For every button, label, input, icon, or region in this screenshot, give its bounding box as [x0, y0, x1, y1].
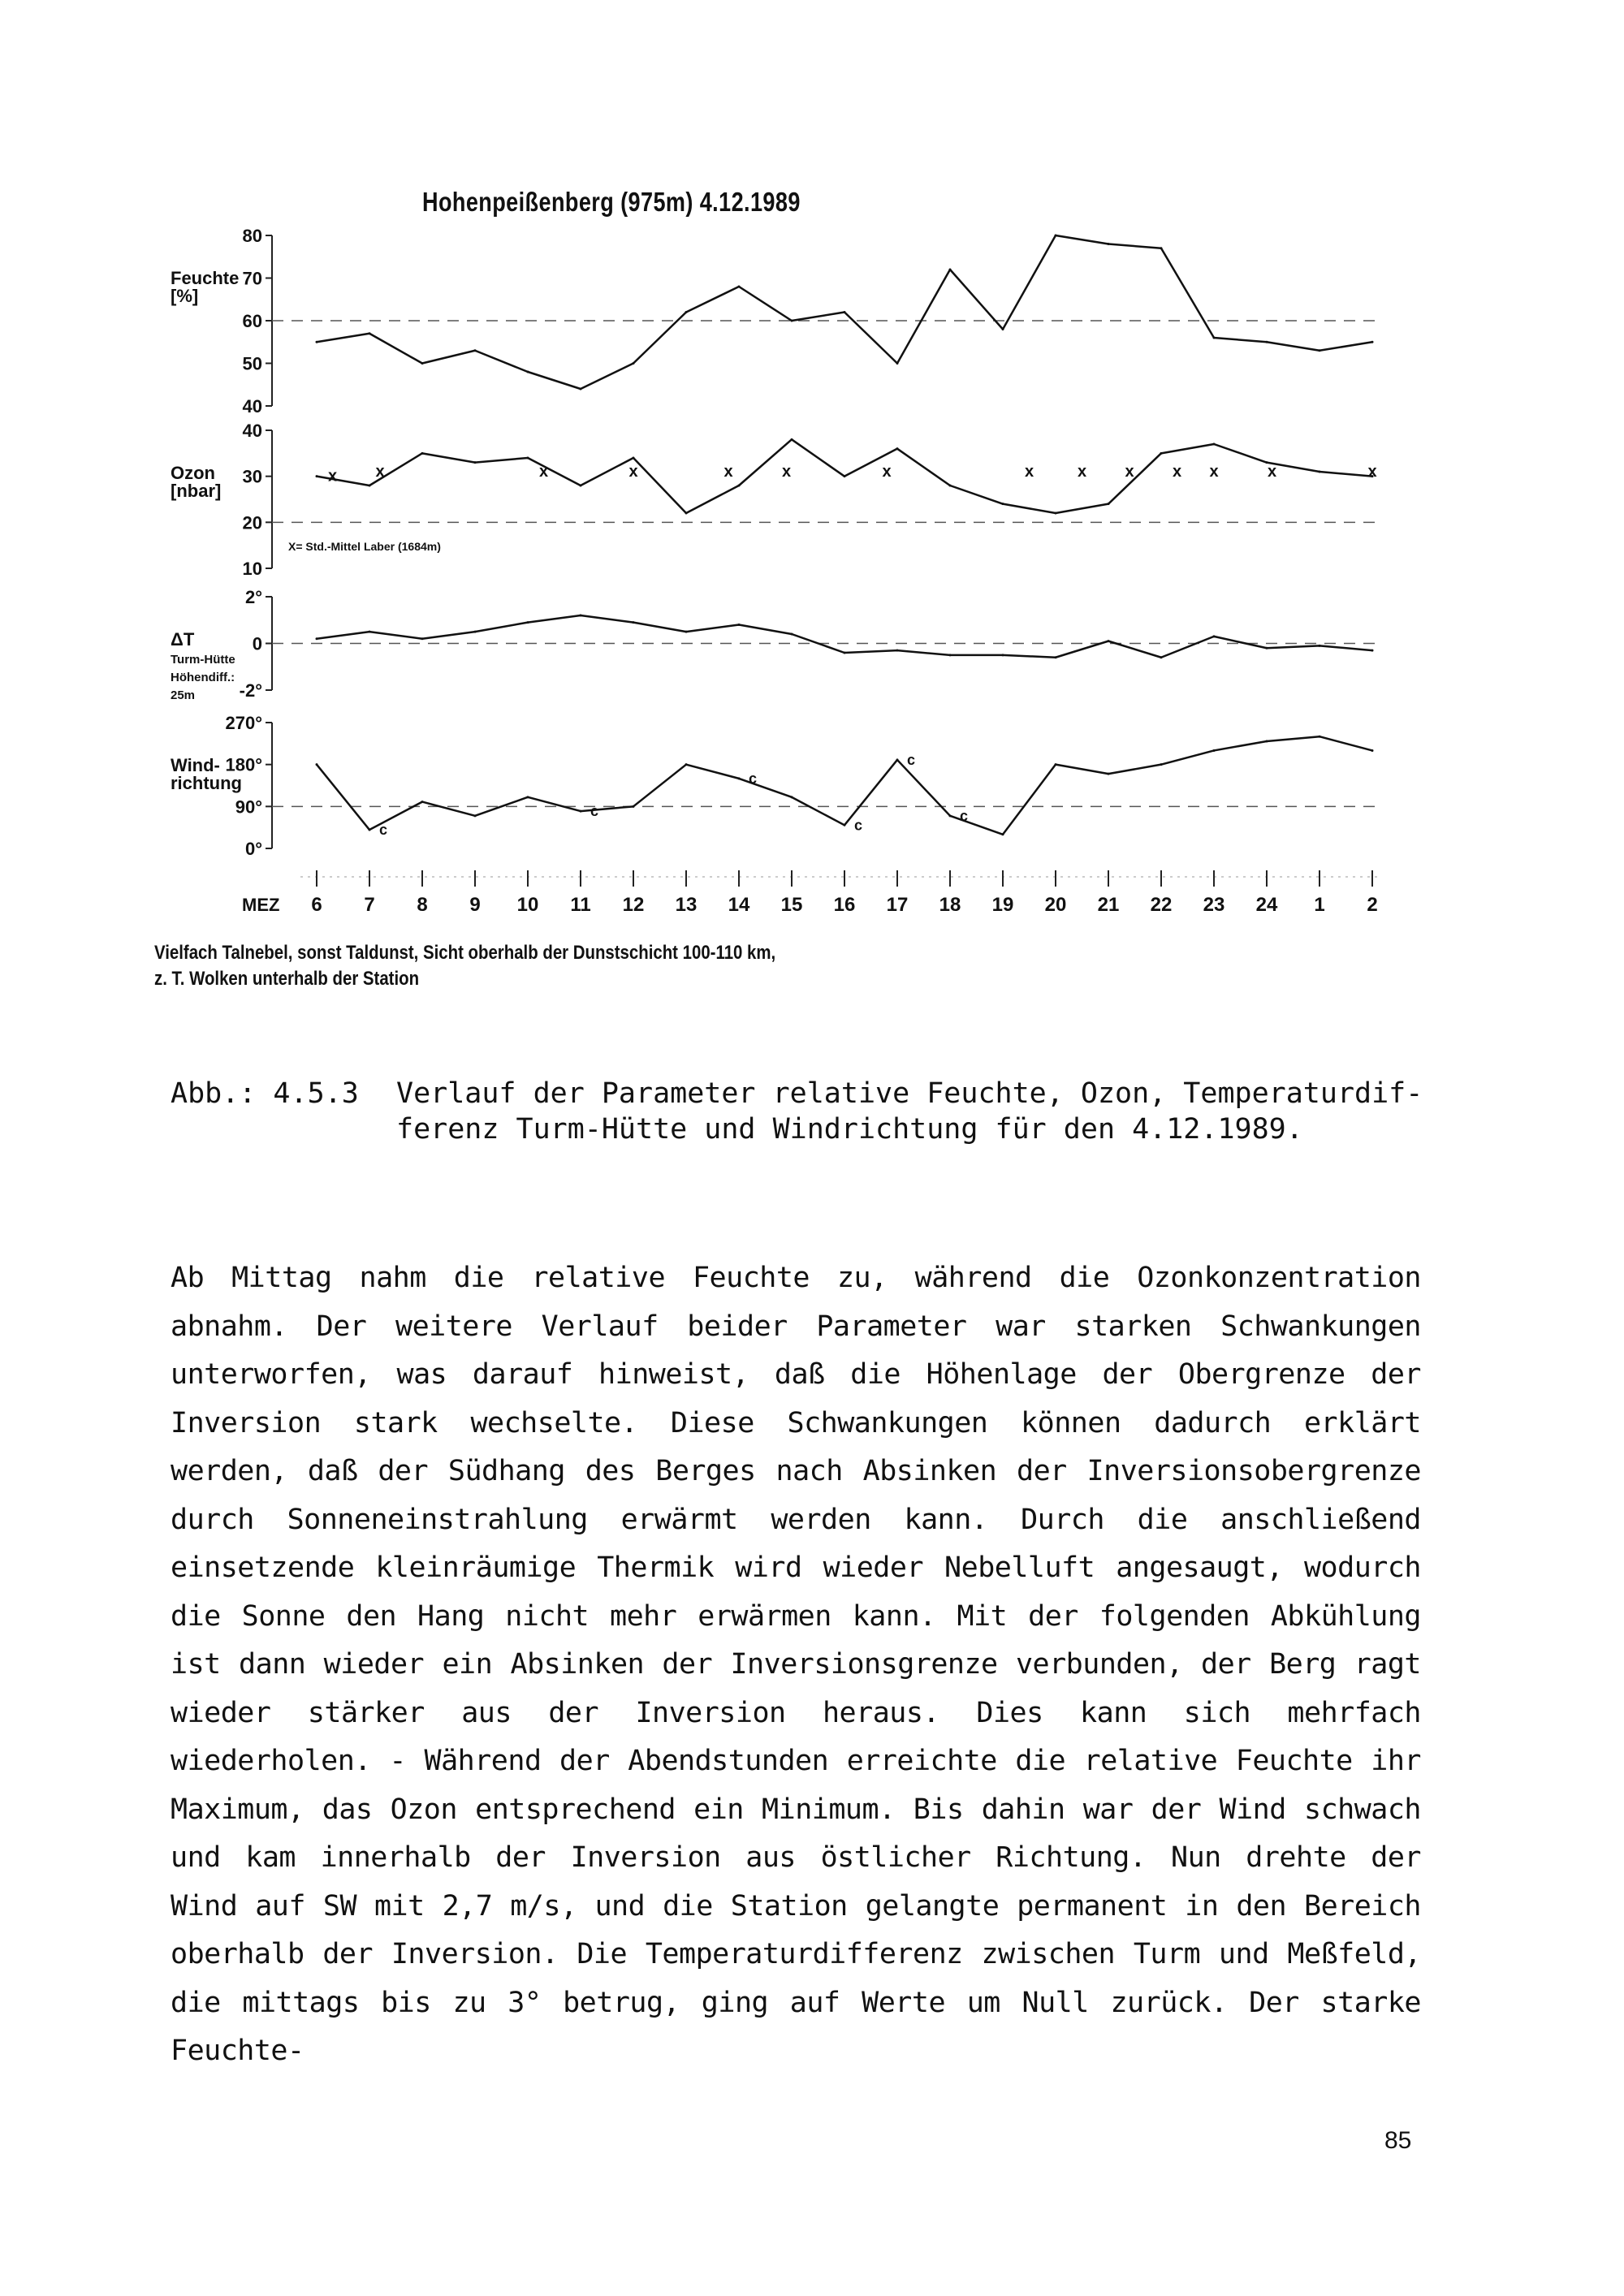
ozon-data-point [580, 485, 582, 487]
feuchte-tick-label: 70 [242, 268, 262, 289]
ozon-station-mean-marker: x [781, 463, 792, 481]
body-paragraph: Ab Mittag nahm die relative Feuchte zu, während die Ozonkonzentration abnahm. Der weitere Verlauf beider Parameter war starken Schwankungen unterworfen, was darauf hinweist, daß die Höhenlage der Obergrenze der Inversion stark wechselte. Diese Schwankungen können dadurch erklärt werden, daß der Südhang des Berges nach Absinken der Inversionsobergrenze durch Sonneneinstrahlung erwärmt werden kann. Durch die anschließend einsetzende kleinräumige Thermik wird wieder Nebelluft angesaugt, wodurch die Sonne den Hang nicht mehr erwärmen kann. Mit der folgenden Abkühlung ist dann wieder ein Absinken der Inversionsgrenze verbunden, der Berg ragt wieder stärker aus der Inversion heraus. Dies kann sich mehrfach wiederholen. - Während der Abendstunden erreichte die relative Feuchte ihr Maximum, das Ozon entsprechend ein Minimum. Bis dahin war der Wind schwach und kam innerhalb der Inversion aus östlicher Richtung. Nun drehte der Wind auf SW mit 2,7 m/s, und die Station gelangte permanent in den Bereich oberhalb der Inversion. Die Temperaturdifferenz zwischen Turm und Meßfeld, die mittags bis zu 3° betrug, ging auf Werte um Null zurück. Der starke Feuchte- [171, 1262, 1421, 2067]
dt-data-point [844, 652, 846, 654]
wind-calm-marker: c [749, 770, 758, 787]
dt-axis-label-3: Höhendiff.: [171, 671, 235, 684]
feuchte-data-point [421, 362, 424, 365]
feuchte-data-point [474, 349, 477, 352]
ozon-data-point [738, 485, 741, 487]
wind-data-point [738, 777, 741, 779]
x-tick-label: 19 [991, 894, 1014, 916]
ozon-data-point [1002, 503, 1004, 505]
wind-data-point [685, 763, 688, 766]
ozon-data-point [527, 457, 529, 460]
wind-data-point [1108, 773, 1110, 775]
ozon-data-point [474, 461, 477, 464]
feuchte-data-point [1319, 349, 1321, 352]
dt-axis-label-1: ΔT [171, 629, 195, 650]
x-tick-label: 14 [728, 894, 750, 916]
x-tick-label: 9 [469, 894, 481, 916]
ozon-station-mean-marker: x [1125, 463, 1134, 481]
feuchte-data-point [1002, 328, 1004, 330]
feuchte-axis-label-2: [%] [171, 286, 199, 306]
wind-axis-label-2: richtung [171, 773, 242, 793]
feuchte-data-point [369, 332, 371, 334]
feuchte-data-point [580, 388, 582, 391]
dt-data-point [1266, 647, 1268, 650]
feuchte-data-point [1055, 235, 1057, 237]
feuchte-tick-label: 60 [242, 311, 262, 331]
figure-title: Hohenpeißenberg (975m) 4.12.1989 [422, 187, 801, 217]
ozon-station-mean-marker: x [1209, 463, 1219, 481]
feuchte-data-point [1213, 337, 1216, 339]
wind-data-point [844, 824, 846, 826]
wind-calm-marker: c [960, 807, 969, 824]
feuchte-axis-label-1: Feuchte [171, 268, 240, 288]
caption-number: Abb.: 4.5.3 [171, 1077, 359, 1110]
ozon-data-point [685, 512, 688, 515]
feuchte-data-point [791, 320, 793, 322]
wind-tick-label: 0° [244, 839, 262, 859]
dt-data-point [1002, 654, 1004, 656]
figure-note-line1: Vielfach Talnebel, sonst Taldunst, Sicht oberhalb der Dunstschicht 100-110 km, [154, 942, 776, 964]
wind-data-point [896, 758, 899, 761]
x-tick-label: 10 [516, 894, 539, 916]
wind-calm-marker: c [854, 817, 863, 834]
ozon-data-point [1055, 512, 1057, 515]
ozon-data-point [633, 457, 635, 460]
dt-data-point [580, 615, 582, 617]
wind-calm-marker: c [590, 803, 599, 820]
wind-data-point [1266, 740, 1268, 742]
ozon-axis-label-2: [nbar] [171, 481, 222, 501]
ozon-data-point [844, 475, 846, 477]
x-tick-label: 12 [622, 894, 645, 916]
wind-data-point [1055, 763, 1057, 766]
ozon-station-mean-marker: x [628, 463, 638, 481]
dt-data-point [527, 621, 529, 624]
x-tick-label: 17 [886, 894, 909, 916]
ozon-data-point [896, 447, 899, 450]
feuchte-data-point [949, 269, 952, 271]
wind-tick-label: 270° [225, 713, 262, 733]
ozon-station-mean-marker: x [1267, 463, 1277, 481]
dt-data-point [1160, 656, 1163, 658]
figure [154, 187, 1405, 1031]
x-tick-label: 1 [1314, 894, 1325, 916]
wind-calm-marker: c [379, 822, 388, 839]
ozon-station-mean-marker: x [1367, 463, 1377, 481]
feuchte-data-point [685, 311, 688, 313]
ozon-station-mean-marker: x [375, 463, 385, 481]
ozon-axis-label-1: Ozon [171, 463, 215, 483]
dt-data-point [316, 637, 318, 640]
ozon-station-mean-marker: x [1172, 463, 1182, 481]
x-tick-label: 8 [417, 894, 428, 916]
feuchte-data-point [1266, 341, 1268, 343]
ozon-data-point [1108, 503, 1110, 505]
wind-data-point [369, 829, 371, 831]
x-axis-prefix: MEZ [242, 895, 280, 915]
feuchte-tick-label: 40 [242, 396, 262, 416]
x-tick-label: 6 [311, 894, 322, 916]
multi-panel-chart [154, 187, 1405, 1031]
x-tick-label: 11 [570, 894, 591, 916]
caption-line1: Verlauf der Parameter relative Feuchte, Ozon, Temperaturdif- [396, 1077, 1423, 1110]
ozon-tick-label: 10 [242, 559, 262, 579]
dt-data-point [1319, 645, 1321, 647]
dt-data-point [369, 631, 371, 633]
caption-line2: ferenz Turm-Hütte und Windrichtung für den 4.12.1989. [396, 1113, 1303, 1146]
ozon-data-point [369, 485, 371, 487]
dt-data-point [791, 633, 793, 636]
dt-data-point [949, 654, 952, 656]
dt-data-point [738, 624, 741, 626]
x-tick-label: 21 [1097, 894, 1120, 916]
ozon-data-point [1213, 443, 1216, 446]
wind-data-point [949, 814, 952, 817]
x-tick-label: 23 [1203, 894, 1225, 916]
dt-data-point [1108, 640, 1110, 642]
x-tick-label: 20 [1044, 894, 1067, 916]
x-tick-label: 2 [1367, 894, 1378, 916]
wind-data-point [1319, 736, 1321, 738]
ozon-station-mean-marker: x [538, 463, 549, 481]
x-tick-label: 22 [1150, 894, 1173, 916]
ozon-station-mean-marker: x [1077, 463, 1087, 481]
wind-data-point [1002, 833, 1004, 835]
ozon-station-mean-marker: x [882, 463, 892, 481]
wind-data-point [421, 801, 424, 803]
ozon-data-point [421, 452, 424, 455]
dt-tick-label: 0 [252, 633, 262, 654]
dt-data-point [1055, 656, 1057, 658]
dt-axis-label-2: Turm-Hütte [171, 653, 235, 667]
dt-data-point [685, 631, 688, 633]
x-tick-label: 13 [675, 894, 698, 916]
ozon-legend: X= Std.-Mittel Laber (1684m) [288, 540, 441, 553]
dt-tick-label: 2° [244, 587, 262, 607]
ozon-data-point [316, 475, 318, 477]
ozon-data-point [1319, 471, 1321, 473]
ozon-data-point [1160, 452, 1163, 455]
x-tick-label: 15 [780, 894, 803, 916]
dt-data-point [474, 631, 477, 633]
wind-data-point [316, 763, 318, 766]
feuchte-data-point [738, 286, 741, 288]
feuchte-data-point [633, 362, 635, 365]
x-tick-label: 16 [833, 894, 856, 916]
feuchte-data-point [844, 311, 846, 313]
wind-data-point [1371, 749, 1374, 752]
figure-note-line2: z. T. Wolken unterhalb der Station [154, 968, 420, 990]
dt-data-point [1371, 650, 1374, 652]
wind-data-point [1160, 763, 1163, 766]
wind-axis-label-1: Wind- [171, 755, 220, 775]
wind-data-point [474, 814, 477, 817]
wind-data-point [1213, 749, 1216, 752]
feuchte-data-point [1108, 243, 1110, 245]
ozon-tick-label: 40 [242, 421, 262, 441]
ozon-data-point [949, 485, 952, 487]
ozon-tick-label: 20 [242, 512, 262, 533]
dt-data-point [421, 637, 424, 640]
feuchte-data-point [527, 371, 529, 373]
wind-tick-label: 180° [225, 754, 262, 775]
feuchte-data-point [1371, 341, 1374, 343]
feuchte-data-point [896, 362, 899, 365]
x-tick-label: 24 [1255, 894, 1278, 916]
wind-data-point [791, 796, 793, 798]
feuchte-tick-label: 80 [242, 226, 262, 246]
page-number: 85 [1384, 2127, 1412, 2154]
wind-data-point [580, 810, 582, 813]
dt-tick-label: -2° [239, 680, 262, 701]
dt-data-point [633, 621, 635, 624]
feuchte-data-point [1160, 247, 1163, 249]
ozon-station-mean-marker: x [327, 467, 338, 486]
ozon-tick-label: 30 [242, 466, 262, 487]
dt-data-point [896, 650, 899, 652]
wind-tick-label: 90° [235, 796, 262, 818]
wind-calm-marker: c [907, 751, 916, 768]
ozon-data-point [791, 438, 793, 441]
feuchte-tick-label: 50 [242, 353, 262, 374]
dt-data-point [1213, 635, 1216, 637]
dt-axis-label-4: 25m [171, 688, 196, 702]
feuchte-data-point [316, 341, 318, 343]
x-tick-label: 7 [364, 894, 375, 916]
ozon-station-mean-marker: x [1024, 463, 1034, 481]
ozon-station-mean-marker: x [723, 463, 733, 481]
wind-data-point [633, 805, 635, 808]
x-tick-label: 18 [939, 894, 961, 916]
wind-data-point [527, 796, 529, 798]
